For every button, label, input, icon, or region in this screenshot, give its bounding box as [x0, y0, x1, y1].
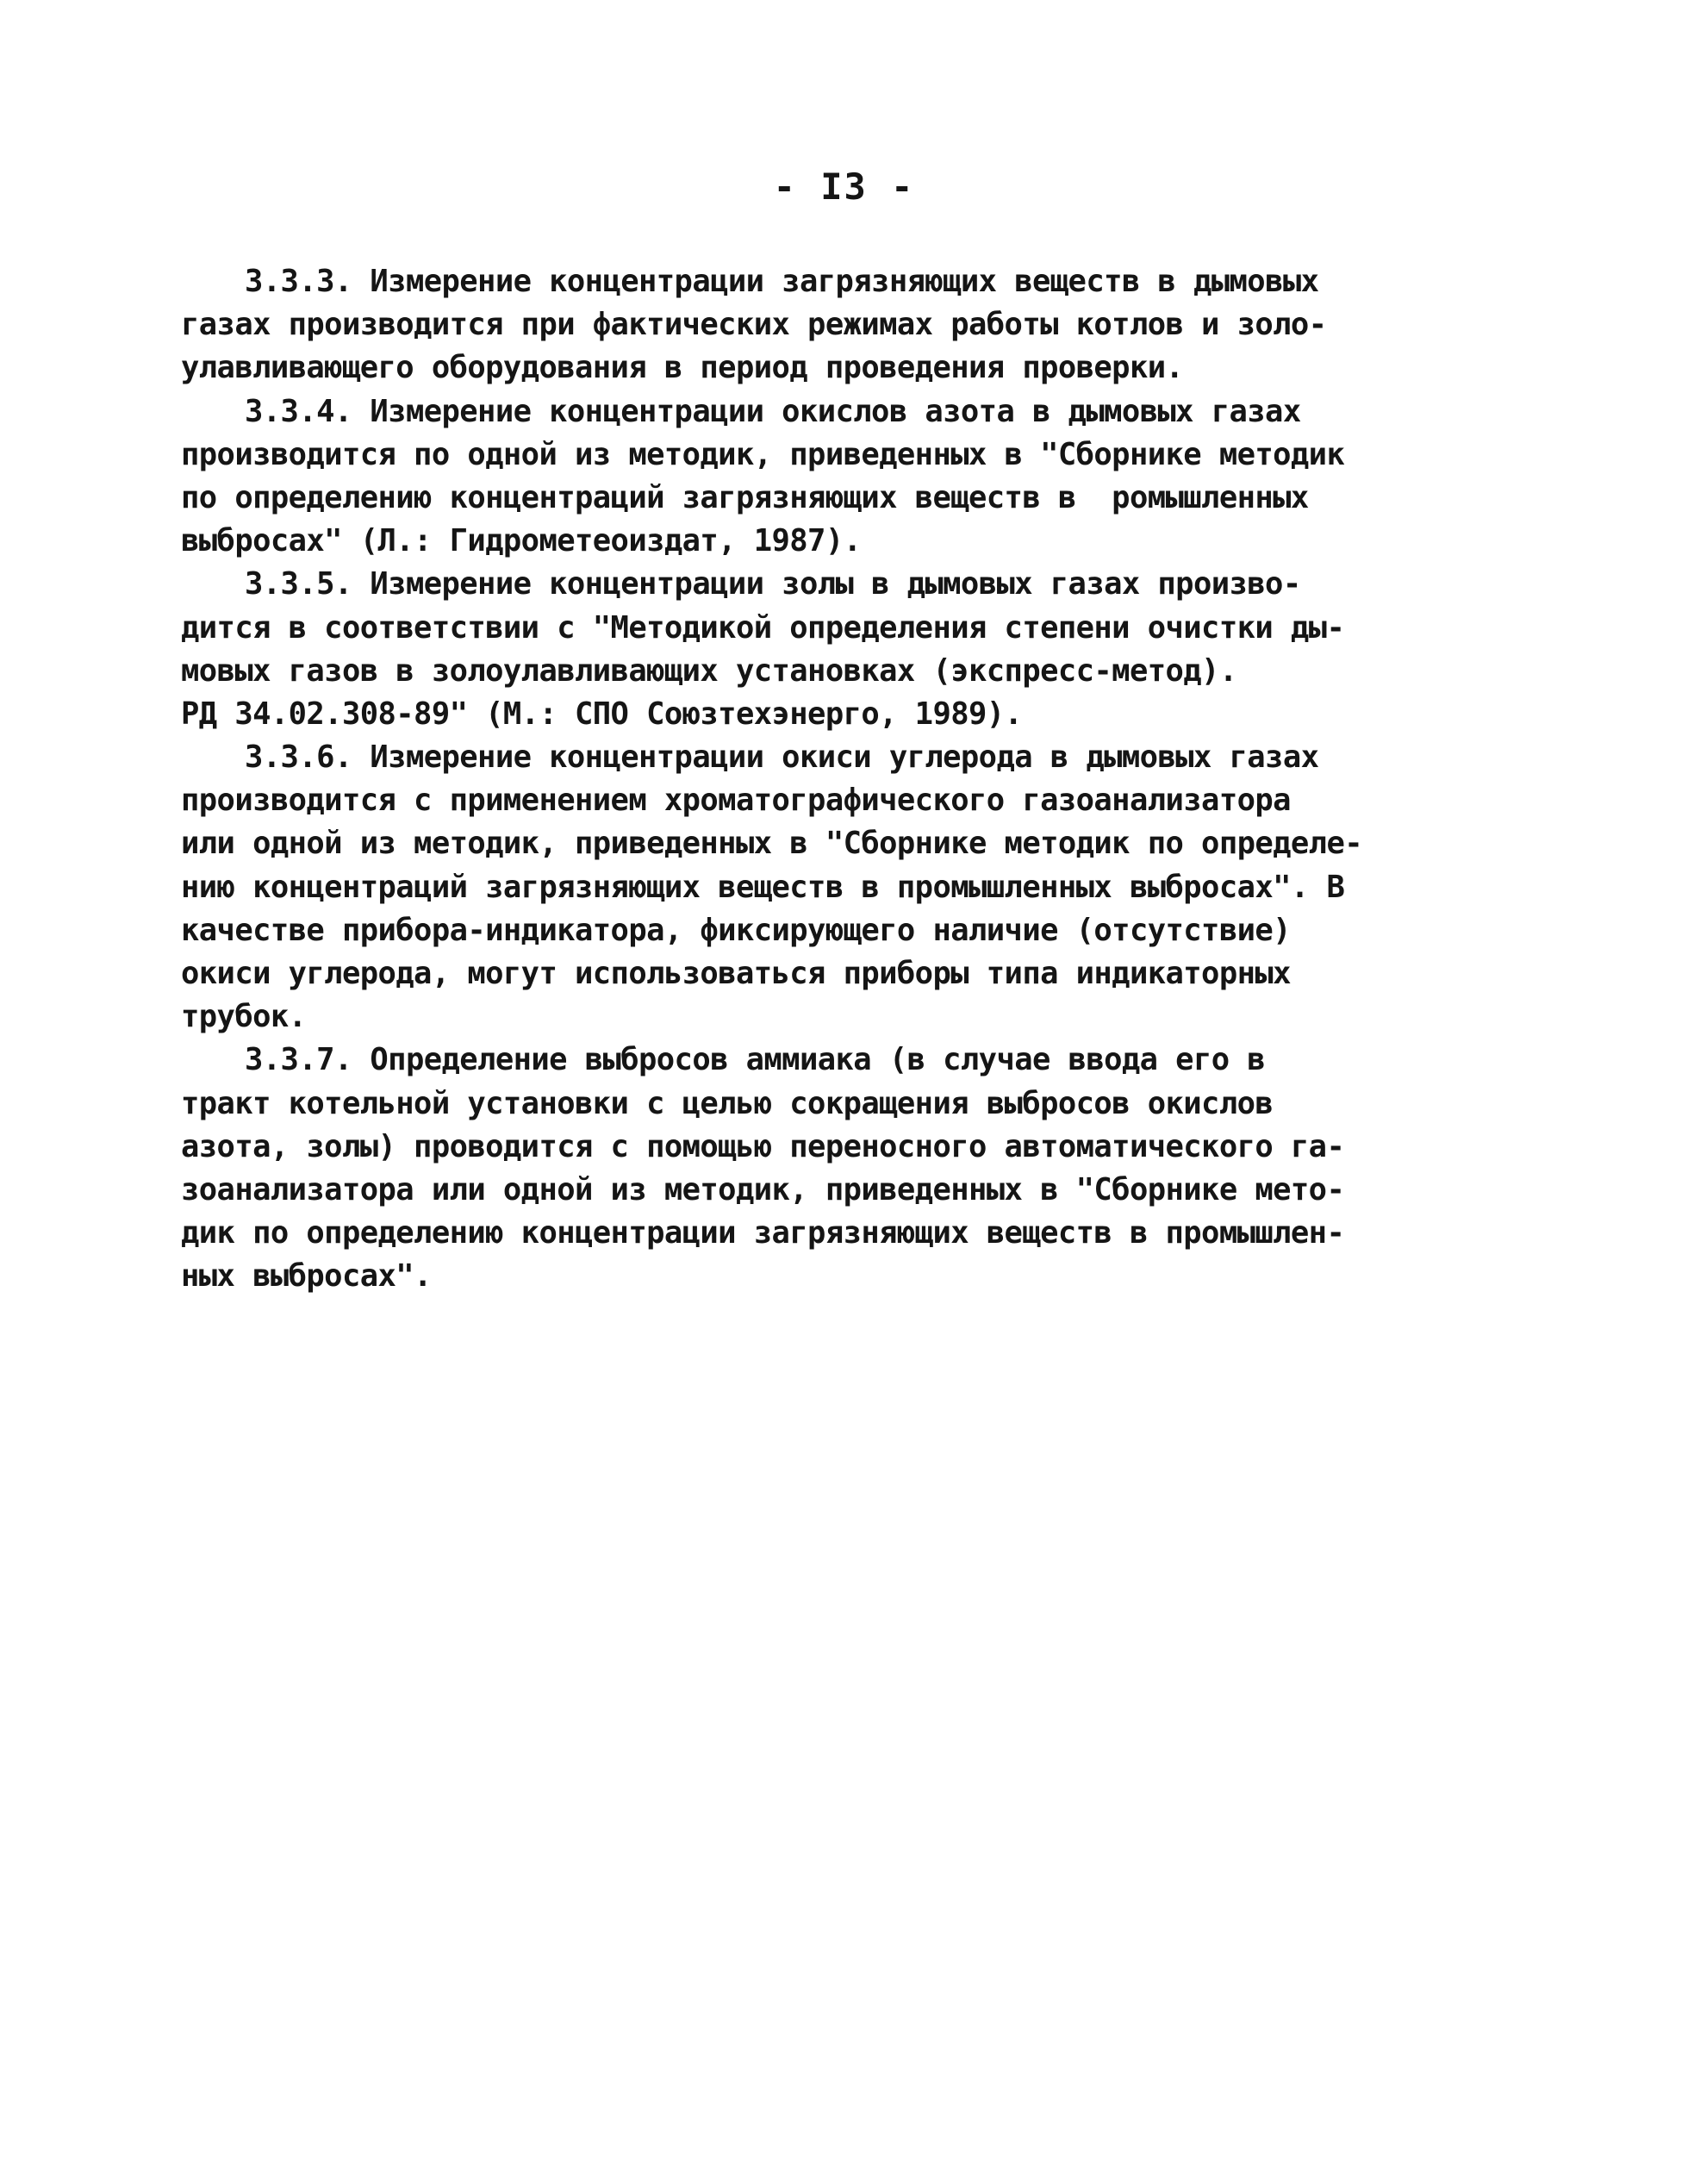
text-line: нию концентраций загрязняющих веществ в промышленных выбросах". В — [181, 869, 1345, 905]
document-body — [181, 260, 1363, 1299]
text-line: производится с применением хроматографического газоанализатора — [181, 783, 1291, 819]
text-line: окиси углерода, могут использоваться приборы типа индикаторных — [181, 956, 1291, 991]
text-line: дится в соответствии с "Методикой определения степени очистки ды- — [181, 609, 1345, 646]
text-line: зоанализатора или одной из методик, приведенных в "Сборнике мето- — [181, 1171, 1345, 1207]
paragraph-3-3-6 — [181, 736, 1363, 1039]
text-line: улавливающего оборудования в период проведения проверки. — [181, 350, 1184, 386]
text-line: трубок. — [181, 999, 307, 1035]
text-line: тракт котельной установки с целью сокращения выбросов окислов — [181, 1085, 1274, 1121]
text-line: азота, золы) проводится с помощью переносного автоматического га- — [181, 1128, 1345, 1164]
paragraph-3-3-5 — [181, 563, 1345, 736]
text-line: качестве прибора-индикатора, фиксирующего наличие (отсутствие) — [181, 912, 1291, 948]
text-line: выбросах" (Л.: Гидрометеоиздат, 1987). — [181, 523, 862, 559]
text-line: дик по определению концентрации загрязняющих веществ в промышлен- — [181, 1215, 1345, 1251]
text-line: 3.3.4. Измерение концентрации окислов азота в дымовых газах — [245, 393, 1301, 429]
text-line: ных выбросах". — [181, 1258, 432, 1295]
text-line: производится по одной из методик, приведенных в "Сборнике методик — [181, 436, 1345, 472]
text-line: по определению концентраций загрязняющих веществ в ромышленных — [181, 479, 1309, 515]
text-line: 3.3.5. Измерение концентрации золы в дымовых газах произво- — [245, 566, 1301, 602]
paragraph-3-3-7 — [181, 1039, 1345, 1298]
text-line: 3.3.7. Определение выбросов аммиака (в случае ввода его в — [245, 1042, 1266, 1078]
text-line: РД 34.02.308-89" (М.: СПО Союзтехэнерго, 1989). — [181, 696, 1023, 732]
text-line: 3.3.6. Измерение концентрации окиси углерода в дымовых газах — [245, 739, 1319, 776]
text-line: 3.3.3. Измерение концентрации загрязняющих веществ в дымовых — [245, 264, 1319, 299]
paragraph-3-3-4 — [181, 390, 1345, 564]
page-number: - I3 - — [773, 165, 915, 208]
text-line: или одной из методик, приведенных в "Сборнике методик по определе- — [181, 826, 1363, 862]
text-line: газах производится при фактических режимах работы котлов и золо- — [181, 307, 1327, 343]
paragraph-3-3-3 — [181, 260, 1336, 390]
text-line: мовых газов в золоулавливающих установках (экспресс-метод). — [181, 652, 1237, 689]
